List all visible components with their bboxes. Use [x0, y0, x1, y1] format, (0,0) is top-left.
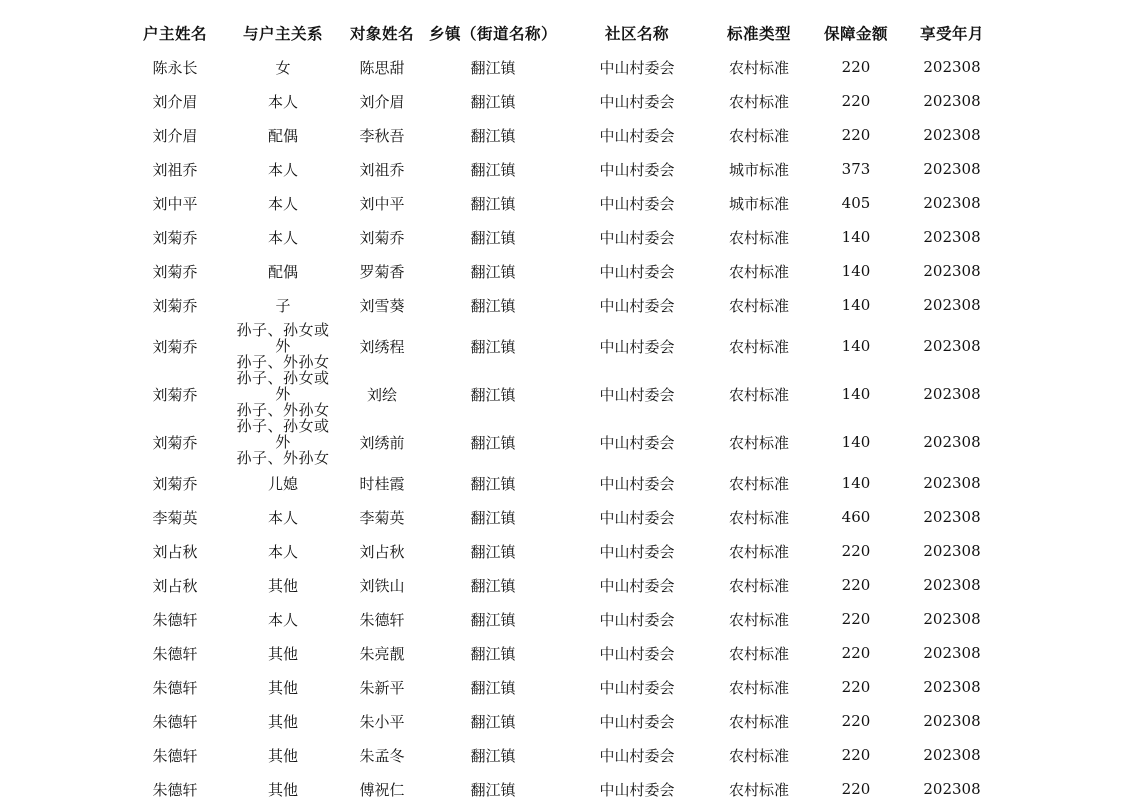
cell-community: 中山村委会: [599, 160, 675, 179]
cell-recipient-name: 朱德轩: [359, 610, 405, 629]
cell-householder-name: 刘菊乔: [152, 385, 198, 404]
cell-amount: 220: [841, 610, 871, 628]
cell-standard-type: 农村标准: [728, 474, 789, 493]
cell-standard-type: 农村标准: [728, 92, 789, 111]
cell-township: 翻江镇: [470, 262, 516, 281]
cell-householder-name: 刘菊乔: [152, 262, 198, 281]
cell-year-month: 202308: [923, 194, 981, 212]
cell-year-month: 202308: [923, 126, 981, 144]
cell-township: 翻江镇: [470, 385, 516, 404]
table-row: [120, 636, 994, 670]
cell-community: 中山村委会: [599, 746, 675, 765]
table-row: [120, 670, 994, 704]
cell-recipient-name: 朱小平: [359, 712, 405, 731]
table-row: [120, 254, 994, 288]
table-row: [120, 500, 994, 534]
cell-standard-type: 城市标准: [728, 160, 789, 179]
cell-recipient-name: 朱亮靓: [359, 644, 405, 663]
cell-year-month: 202308: [923, 576, 981, 594]
cell-year-month: 202308: [923, 58, 981, 76]
cell-year-month: 202308: [923, 296, 981, 314]
cell-standard-type: 农村标准: [728, 433, 789, 452]
cell-householder-name: 刘占秋: [152, 542, 198, 561]
cell-householder-name: 朱德轩: [152, 746, 198, 765]
cell-township: 翻江镇: [470, 92, 516, 111]
cell-relationship: 配偶: [267, 126, 298, 145]
cell-recipient-name: 刘菊乔: [359, 228, 405, 247]
cell-standard-type: 农村标准: [728, 126, 789, 145]
cell-community: 中山村委会: [599, 542, 675, 561]
cell-householder-name: 朱德轩: [152, 610, 198, 629]
cell-standard-type: 城市标准: [728, 194, 789, 213]
cell-year-month: 202308: [923, 746, 981, 764]
table-row: [120, 370, 994, 418]
cell-relationship: 其他: [267, 746, 298, 765]
cell-amount: 140: [841, 262, 871, 280]
table-row: [120, 772, 994, 806]
cell-recipient-name: 罗菊香: [359, 262, 405, 281]
table-header-row: [120, 16, 994, 50]
cell-householder-name: 刘菊乔: [152, 228, 198, 247]
cell-recipient-name: 刘铁山: [359, 576, 405, 595]
header-recipient-name: 对象姓名: [349, 25, 414, 43]
cell-householder-name: 朱德轩: [152, 644, 198, 663]
cell-amount: 220: [841, 644, 871, 662]
cell-relationship: 儿媳: [267, 474, 298, 493]
cell-amount: 140: [841, 228, 871, 246]
cell-householder-name: 刘介眉: [152, 126, 198, 145]
cell-standard-type: 农村标准: [728, 508, 789, 527]
cell-township: 翻江镇: [470, 678, 516, 697]
cell-township: 翻江镇: [470, 194, 516, 213]
cell-community: 中山村委会: [599, 644, 675, 663]
cell-year-month: 202308: [923, 712, 981, 730]
cell-relationship: 本人: [267, 610, 298, 629]
header-relationship: 与户主关系: [242, 25, 323, 43]
cell-amount: 140: [841, 337, 871, 355]
cell-community: 中山村委会: [599, 474, 675, 493]
cell-householder-name: 朱德轩: [152, 780, 198, 799]
cell-amount: 220: [841, 780, 871, 798]
cell-amount: 220: [841, 678, 871, 696]
header-amount: 保障金额: [823, 25, 888, 43]
cell-relationship: 本人: [267, 160, 298, 179]
cell-standard-type: 农村标准: [728, 780, 789, 799]
cell-standard-type: 农村标准: [728, 542, 789, 561]
cell-community: 中山村委会: [599, 576, 675, 595]
cell-relationship: 孙子、孙女或外 孙子、外孙女: [236, 418, 330, 466]
cell-community: 中山村委会: [599, 58, 675, 77]
cell-community: 中山村委会: [599, 262, 675, 281]
cell-householder-name: 刘祖乔: [152, 160, 198, 179]
table-row: [120, 322, 994, 370]
cell-standard-type: 农村标准: [728, 337, 789, 356]
cell-township: 翻江镇: [470, 433, 516, 452]
cell-relationship: 其他: [267, 780, 298, 799]
table-row: [120, 568, 994, 602]
cell-relationship: 孙子、孙女或外 孙子、外孙女: [236, 370, 330, 418]
header-year-month: 享受年月: [919, 25, 984, 43]
table-row: [120, 418, 994, 466]
cell-year-month: 202308: [923, 474, 981, 492]
cell-year-month: 202308: [923, 780, 981, 798]
cell-township: 翻江镇: [470, 228, 516, 247]
cell-recipient-name: 刘绣程: [359, 337, 405, 356]
cell-township: 翻江镇: [470, 474, 516, 493]
cell-relationship: 子: [275, 296, 291, 315]
cell-amount: 140: [841, 385, 871, 403]
cell-relationship: 其他: [267, 576, 298, 595]
cell-standard-type: 农村标准: [728, 610, 789, 629]
cell-township: 翻江镇: [470, 712, 516, 731]
cell-community: 中山村委会: [599, 610, 675, 629]
cell-community: 中山村委会: [599, 385, 675, 404]
cell-recipient-name: 刘占秋: [359, 542, 405, 561]
cell-recipient-name: 朱孟冬: [359, 746, 405, 765]
table-row: [120, 704, 994, 738]
cell-amount: 220: [841, 58, 871, 76]
cell-standard-type: 农村标准: [728, 385, 789, 404]
cell-year-month: 202308: [923, 644, 981, 662]
cell-householder-name: 李菊英: [152, 508, 198, 527]
cell-relationship: 其他: [267, 678, 298, 697]
cell-amount: 140: [841, 433, 871, 451]
cell-standard-type: 农村标准: [728, 58, 789, 77]
cell-householder-name: 朱德轩: [152, 712, 198, 731]
header-community: 社区名称: [604, 25, 669, 43]
cell-year-month: 202308: [923, 610, 981, 628]
cell-community: 中山村委会: [599, 508, 675, 527]
cell-year-month: 202308: [923, 337, 981, 355]
table-row: [120, 220, 994, 254]
cell-amount: 405: [841, 194, 871, 212]
table-body: [120, 50, 994, 806]
cell-amount: 460: [841, 508, 871, 526]
cell-year-month: 202308: [923, 228, 981, 246]
cell-recipient-name: 时桂霞: [359, 474, 405, 493]
cell-householder-name: 刘占秋: [152, 576, 198, 595]
cell-township: 翻江镇: [470, 58, 516, 77]
cell-standard-type: 农村标准: [728, 678, 789, 697]
cell-year-month: 202308: [923, 678, 981, 696]
cell-householder-name: 刘菊乔: [152, 474, 198, 493]
cell-amount: 140: [841, 296, 871, 314]
header-township: 乡镇（街道名称）: [428, 25, 557, 43]
cell-recipient-name: 李菊英: [359, 508, 405, 527]
cell-standard-type: 农村标准: [728, 644, 789, 663]
cell-relationship: 其他: [267, 644, 298, 663]
cell-amount: 220: [841, 576, 871, 594]
cell-township: 翻江镇: [470, 296, 516, 315]
cell-householder-name: 刘菊乔: [152, 296, 198, 315]
cell-recipient-name: 刘介眉: [359, 92, 405, 111]
cell-relationship: 其他: [267, 712, 298, 731]
cell-amount: 140: [841, 474, 871, 492]
cell-community: 中山村委会: [599, 780, 675, 799]
table-row: [120, 84, 994, 118]
cell-recipient-name: 刘绣前: [359, 433, 405, 452]
cell-community: 中山村委会: [599, 678, 675, 697]
cell-amount: 220: [841, 746, 871, 764]
cell-community: 中山村委会: [599, 433, 675, 452]
cell-amount: 373: [841, 160, 871, 178]
header-householder-name: 户主姓名: [142, 25, 207, 43]
cell-recipient-name: 傅祝仁: [359, 780, 405, 799]
cell-township: 翻江镇: [470, 610, 516, 629]
cell-township: 翻江镇: [470, 780, 516, 799]
cell-standard-type: 农村标准: [728, 296, 789, 315]
cell-householder-name: 朱德轩: [152, 678, 198, 697]
cell-community: 中山村委会: [599, 228, 675, 247]
table-row: [120, 602, 994, 636]
table-row: [120, 118, 994, 152]
cell-year-month: 202308: [923, 262, 981, 280]
cell-standard-type: 农村标准: [728, 712, 789, 731]
table-row: [120, 534, 994, 568]
cell-standard-type: 农村标准: [728, 576, 789, 595]
cell-community: 中山村委会: [599, 296, 675, 315]
table-row: [120, 738, 994, 772]
cell-community: 中山村委会: [599, 712, 675, 731]
cell-township: 翻江镇: [470, 576, 516, 595]
cell-year-month: 202308: [923, 433, 981, 451]
cell-amount: 220: [841, 92, 871, 110]
cell-recipient-name: 陈思甜: [359, 58, 405, 77]
cell-township: 翻江镇: [470, 160, 516, 179]
table-row: [120, 186, 994, 220]
cell-relationship: 本人: [267, 194, 298, 213]
cell-community: 中山村委会: [599, 92, 675, 111]
cell-householder-name: 刘介眉: [152, 92, 198, 111]
table-row: [120, 466, 994, 500]
cell-community: 中山村委会: [599, 194, 675, 213]
cell-community: 中山村委会: [599, 126, 675, 145]
table-row: [120, 288, 994, 322]
cell-amount: 220: [841, 712, 871, 730]
cell-year-month: 202308: [923, 385, 981, 403]
cell-householder-name: 刘菊乔: [152, 337, 198, 356]
cell-township: 翻江镇: [470, 508, 516, 527]
cell-township: 翻江镇: [470, 542, 516, 561]
cell-relationship: 本人: [267, 92, 298, 111]
cell-recipient-name: 刘祖乔: [359, 160, 405, 179]
cell-year-month: 202308: [923, 160, 981, 178]
cell-relationship: 孙子、孙女或外 孙子、外孙女: [236, 322, 330, 370]
cell-recipient-name: 朱新平: [359, 678, 405, 697]
cell-standard-type: 农村标准: [728, 228, 789, 247]
cell-year-month: 202308: [923, 508, 981, 526]
cell-township: 翻江镇: [470, 126, 516, 145]
cell-recipient-name: 李秋吾: [359, 126, 405, 145]
cell-standard-type: 农村标准: [728, 262, 789, 281]
cell-year-month: 202308: [923, 92, 981, 110]
cell-amount: 220: [841, 126, 871, 144]
cell-relationship: 本人: [267, 508, 298, 527]
cell-amount: 220: [841, 542, 871, 560]
cell-householder-name: 陈永长: [152, 58, 198, 77]
table-row: [120, 50, 994, 84]
cell-recipient-name: 刘雪葵: [359, 296, 405, 315]
beneficiary-table: [120, 16, 994, 806]
cell-relationship: 女: [275, 58, 291, 77]
cell-relationship: 本人: [267, 542, 298, 561]
cell-relationship: 配偶: [267, 262, 298, 281]
cell-township: 翻江镇: [470, 337, 516, 356]
table-row: [120, 152, 994, 186]
cell-community: 中山村委会: [599, 337, 675, 356]
cell-township: 翻江镇: [470, 644, 516, 663]
cell-recipient-name: 刘中平: [359, 194, 405, 213]
cell-recipient-name: 刘绘: [366, 385, 397, 404]
header-standard-type: 标准类型: [726, 25, 791, 43]
cell-standard-type: 农村标准: [728, 746, 789, 765]
cell-year-month: 202308: [923, 542, 981, 560]
cell-householder-name: 刘菊乔: [152, 433, 198, 452]
cell-relationship: 本人: [267, 228, 298, 247]
cell-householder-name: 刘中平: [152, 194, 198, 213]
cell-township: 翻江镇: [470, 746, 516, 765]
